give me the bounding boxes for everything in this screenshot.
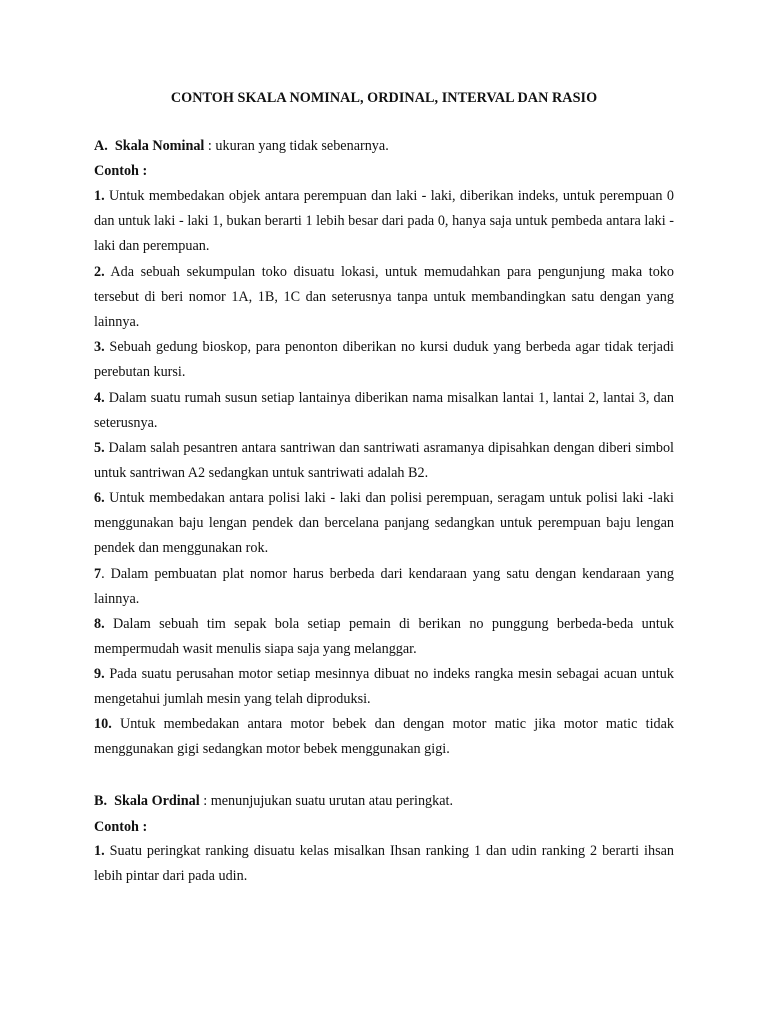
section-a-letter: A. — [94, 138, 108, 154]
item-number: 5. — [94, 440, 105, 456]
item-number: 6. — [94, 490, 105, 506]
section-b-name: Skala Ordinal — [114, 793, 200, 809]
item-number: 1. — [94, 843, 105, 859]
list-item-a3 — [94, 335, 674, 385]
section-a-contoh: Contoh : — [94, 163, 148, 179]
list-item-a8 — [94, 612, 674, 662]
item-text: Suatu peringkat ranking disuatu kelas misalkan Ihsan ranking 1 dan udin ranking 2 berarti ihsan lebih pintar dari pada udin. — [94, 843, 674, 885]
item-text: Sebuah gedung bioskop, para penonton diberikan no kursi duduk yang berbeda agar tidak terjadi perebutan kursi. — [94, 339, 674, 381]
list-item-a4 — [94, 386, 674, 436]
section-b-contoh: Contoh : — [94, 819, 148, 835]
item-text: Untuk membedakan antara motor bebek dan dengan motor matic jika motor matic tidak menggunakan gigi sedangkan motor bebek menggunakan gigi. — [94, 716, 674, 758]
section-a-heading — [94, 137, 674, 155]
item-text: Dalam suatu rumah susun setiap lantainya diberikan nama misalkan lantai 1, lantai 2, lantai 3, dan seterusnya. — [94, 390, 674, 432]
item-text: Ada sebuah sekumpulan toko disuatu lokasi, untuk memudahkan para pengunjung maka toko tersebut di beri nomor 1A, 1B, 1C dan seterusnya tanpa untuk membandingkan satu dengan yang lainnya. — [94, 264, 674, 331]
item-number: 2. — [94, 264, 105, 280]
item-text: Dalam salah pesantren antara santriwan dan santriwati asramanya dipisahkan dengan diberi simbol untuk santriwan A2 sedangkan untuk santriwati adalah B2. — [94, 440, 674, 482]
item-number: 7 — [94, 566, 102, 582]
list-item-a7 — [94, 562, 674, 612]
list-item-a5 — [94, 436, 674, 486]
item-number: 10. — [94, 716, 112, 732]
item-number: 9. — [94, 666, 105, 682]
section-b-letter: B. — [94, 793, 108, 809]
item-text: Untuk membedakan objek antara perempuan dan laki - laki, diberikan indeks, untuk perempuan 0 dan untuk laki - laki 1, bukan berarti 1 lebih besar dari pada 0, hanya saja untuk pembeda antara laki - laki dan perempuan. — [94, 188, 674, 255]
section-b-heading — [94, 792, 674, 810]
item-number: 3. — [94, 339, 105, 355]
item-number: 1. — [94, 188, 105, 204]
list-item-a1 — [94, 184, 674, 260]
section-b-description: : menunjujukan suatu urutan atau peringkat. — [199, 793, 454, 809]
item-text: Untuk membedakan antara polisi laki - laki dan polisi perempuan, seragam untuk polisi laki -laki menggunakan baju lengan pendek dan bercelana panjang sedangkan untuk perempuan baju lengan pendek dan menggunakan rok. — [94, 490, 674, 557]
item-text: Dalam sebuah tim sepak bola setiap pemain di berikan no punggung berbeda-beda untuk mempermudah wasit menulis siapa saja yang melanggar. — [94, 616, 674, 658]
list-item-a9 — [94, 662, 674, 712]
list-item-a10 — [94, 712, 674, 762]
list-item-a2 — [94, 260, 674, 336]
document-title: CONTOH SKALA NOMINAL, ORDINAL, INTERVAL DAN RASIO — [170, 90, 598, 106]
list-item-a6 — [94, 486, 674, 562]
item-number: 8. — [94, 616, 105, 632]
item-text: Pada suatu perusahan motor setiap mesinnya dibuat no indeks rangka mesin sebagai acuan untuk mengetahui jumlah mesin yang telah diproduksi. — [94, 666, 674, 708]
list-item-b1 — [94, 839, 674, 889]
section-a-description: : ukuran yang tidak sebenarnya. — [204, 138, 389, 154]
section-a-name: Skala Nominal — [114, 138, 205, 154]
item-text: . Dalam pembuatan plat nomor harus berbeda dari kendaraan yang satu dengan kendaraan yang lainnya. — [94, 566, 674, 608]
item-number: 4. — [94, 390, 105, 406]
